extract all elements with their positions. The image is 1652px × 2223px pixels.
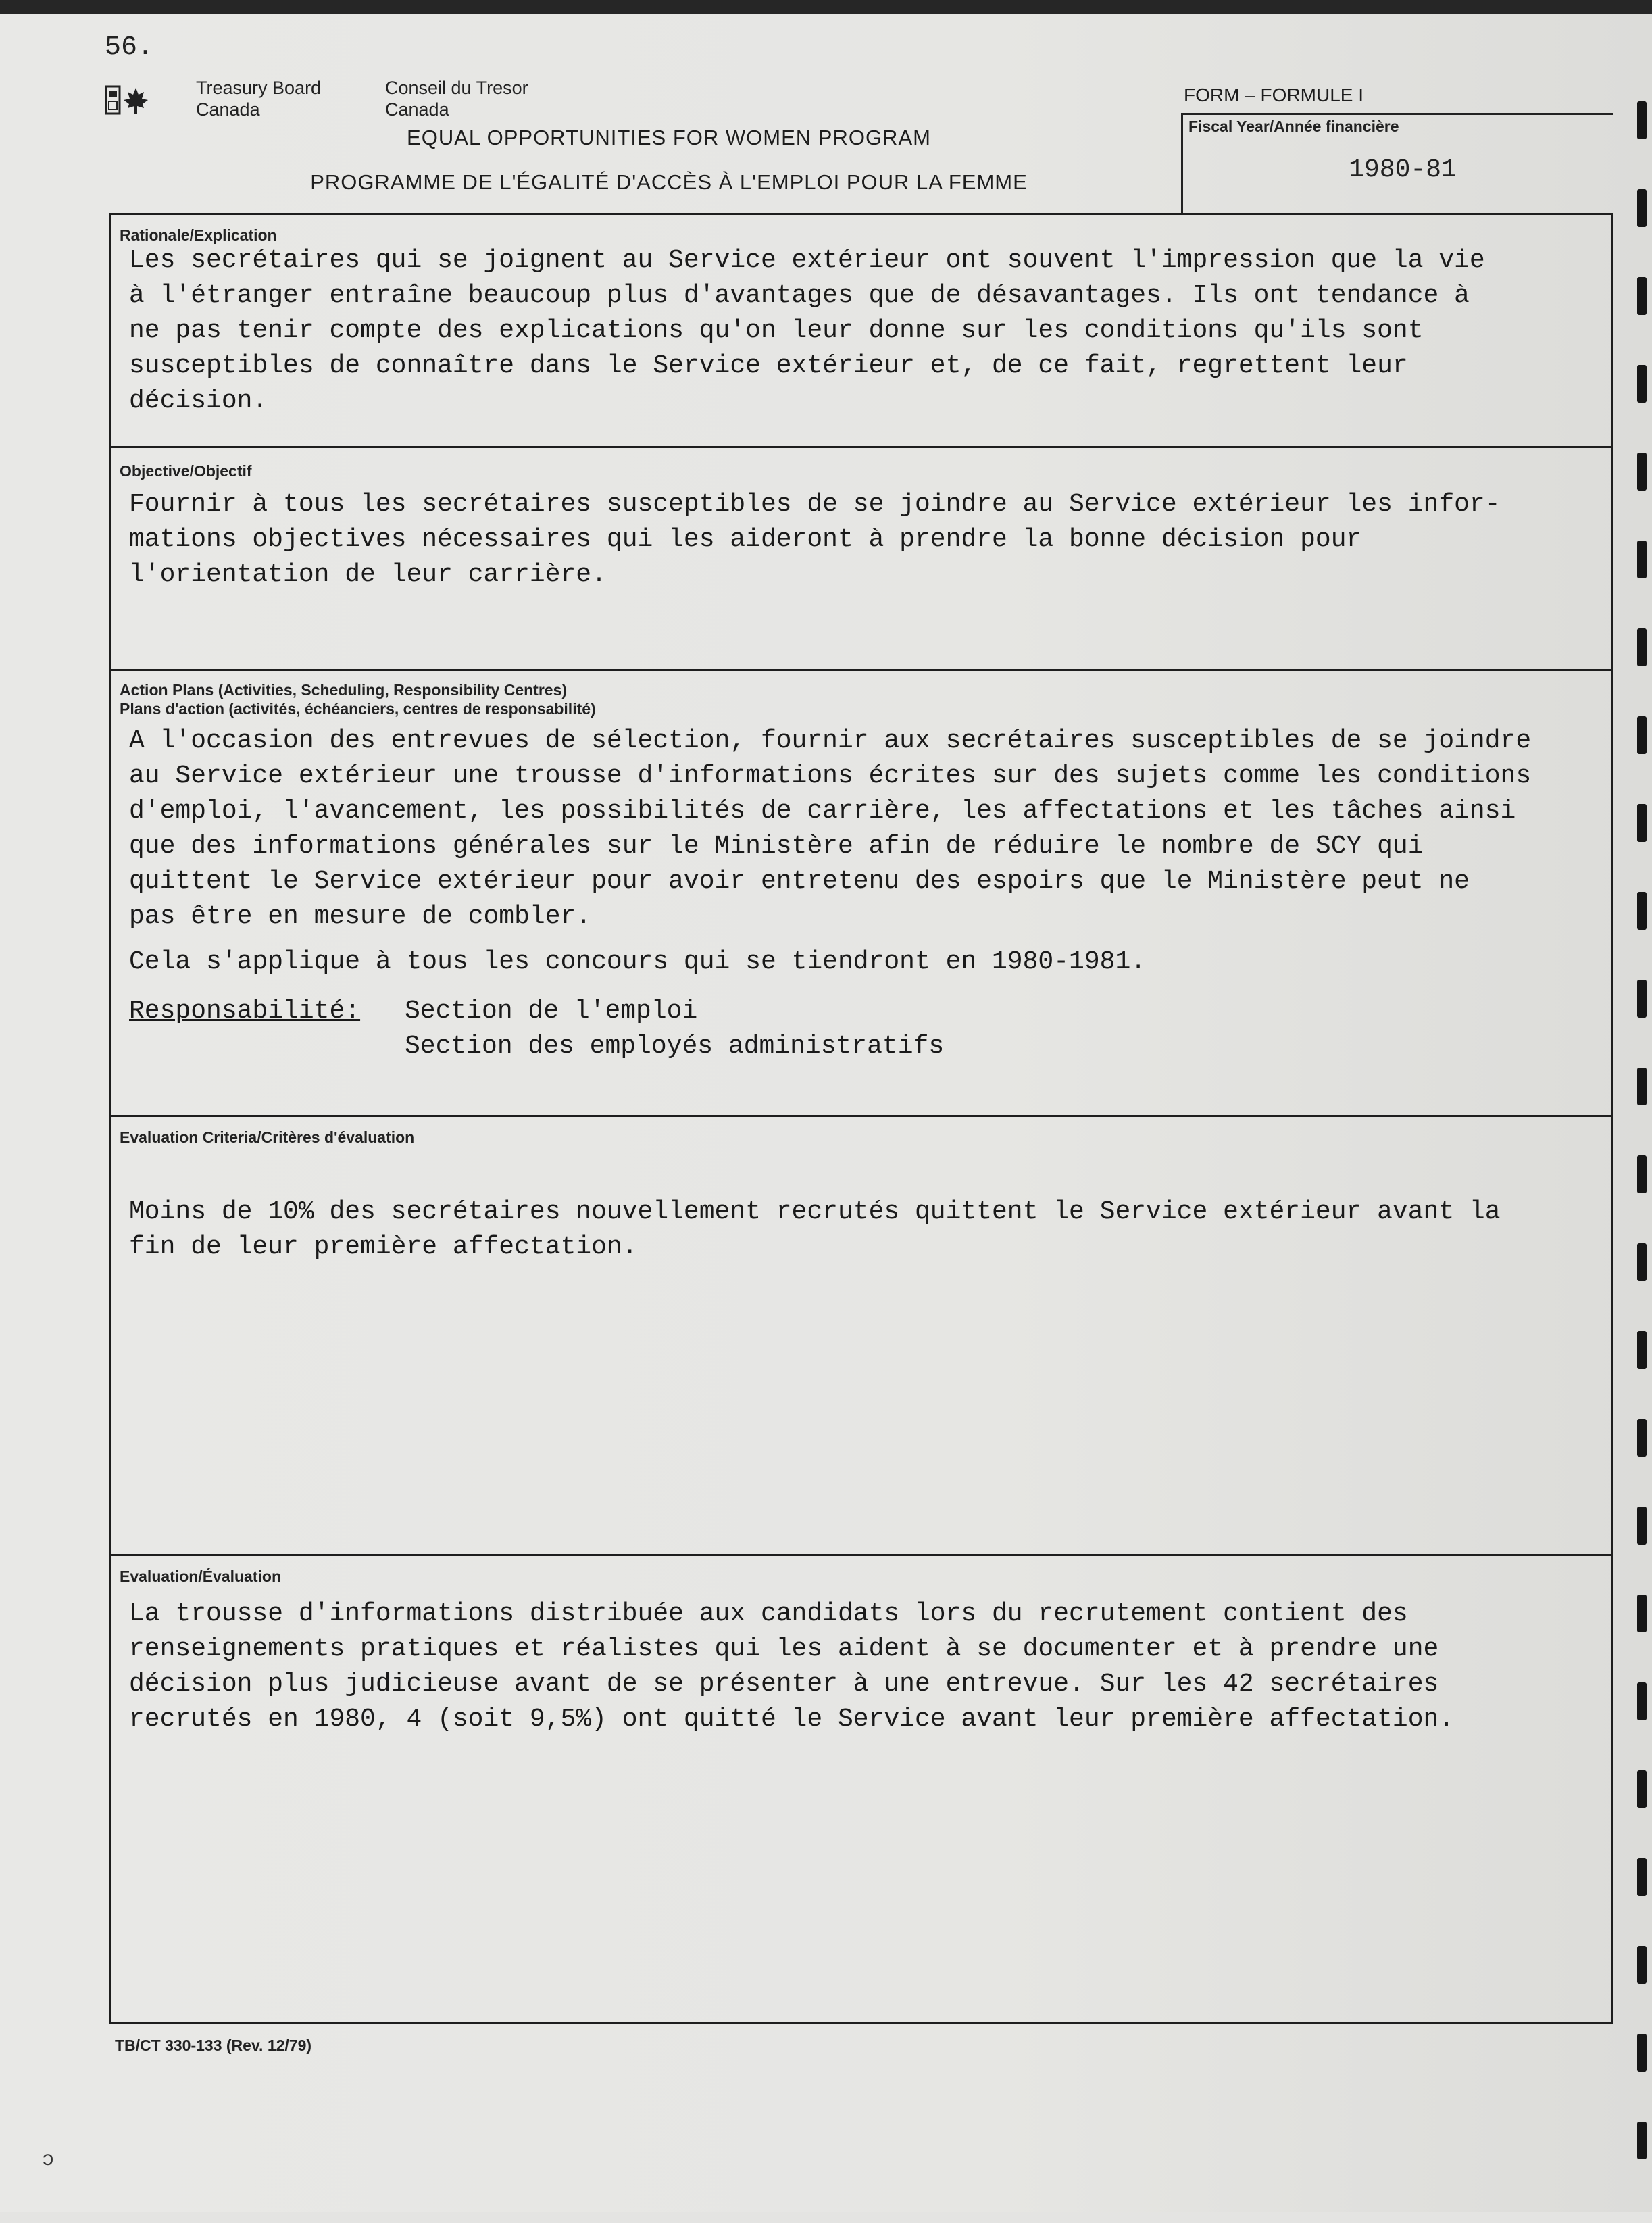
margin-mark: ɔ: [42, 2149, 55, 2172]
action-plans-note: Cela s'applique à tous les concours qui se tiendront en 1980-1981.: [129, 947, 1147, 976]
program-title-english: EQUAL OPPORTUNITIES FOR WOMEN PROGRAM: [407, 126, 931, 149]
canada-flag-wordmark-icon: [105, 84, 152, 116]
evaluation-text: La trousse d'informations distribuée aux candidats lors du recrutement contient des renseignements pratiques et réalistes qui les aident à se documenter et à prendre une décision plus judicieuse avant de se présenter à une entrevue. Sur les 42 secrétaires recrutés en 1980, 4 (soit 9,5%) ont quitté le Service avant leur première affectation.: [129, 1599, 1455, 1734]
action-plans-text: A l'occasion des entrevues de sélection, fournir aux secrétaires susceptibles de se joindre au Service extérieur une trousse d'informations écrites sur des sujets comme les conditions d'emploi, l'avancement, les possibilités de carrière, les affectations et les tâches ainsi que des informations générales sur le Ministère afin de réduire le nombre de SCY qui quittent le Service extérieur pour avoir entretenu des espoirs que le Ministère peut ne pas être en mesure de combler.: [129, 726, 1532, 931]
evaluation-criteria-label: Evaluation Criteria/Critères d'évaluation: [120, 1128, 415, 1146]
org-french-country: Canada: [385, 99, 449, 120]
responsibility-centre-1: Section de l'emploi: [405, 997, 698, 1026]
org-french-name: Conseil du Tresor: [385, 78, 528, 98]
document-page: [0, 14, 1652, 2212]
fiscal-year-label: Fiscal Year/Année financière: [1188, 118, 1399, 135]
rationale-label: Rationale/Explication: [120, 226, 277, 244]
rationale-section: [111, 215, 1611, 448]
evaluation-label: Evaluation/Évaluation: [120, 1568, 281, 1585]
form-number: TB/CT 330-133 (Rev. 12/79): [115, 2037, 312, 2054]
evaluation-criteria-section: [111, 1117, 1611, 1556]
program-title-french: PROGRAMME DE L'ÉGALITÉ D'ACCÈS À L'EMPLOI POUR LA FEMME: [310, 170, 1028, 194]
objective-text: Fournir à tous les secrétaires susceptibles de se joindre au Service extérieur les infor- mations objectives nécessaires qui les aideront à prendre la bonne décision pour l'orientation de leur carrière.: [129, 490, 1501, 589]
objective-label: Objective/Objectif: [120, 462, 252, 480]
action-plans-section: [111, 671, 1611, 1117]
spiral-binding: [1632, 88, 1652, 2223]
org-english-name: Treasury Board: [196, 78, 322, 98]
org-french: [385, 77, 528, 120]
responsibility-label: Responsabilité:: [129, 997, 361, 1026]
objective-section: [111, 448, 1611, 671]
rationale-text: Les secrétaires qui se joignent au Service extérieur ont souvent l'impression que la vie à l'étranger entraîne beaucoup plus d'avantages que de désavantages. Ils ont tendance à ne pas tenir compte des explications qu'on leur donne sur les conditions qu'ils sont susceptibles de connaître dans le Service extérieur et, de ce fait, regrettent leur décision.: [129, 246, 1485, 416]
scan-top-edge: [0, 0, 1652, 14]
fiscal-year-box: [1181, 113, 1613, 214]
form-body: [109, 213, 1613, 2024]
fiscal-year-value: 1980-81: [1349, 155, 1457, 184]
page-number: 56.: [105, 32, 154, 63]
responsibility-centre-2: Section des employés administratifs: [405, 1032, 945, 1061]
evaluation-criteria-text: Moins de 10% des secrétaires nouvellement recrutés quittent le Service extérieur avant la fin de leur première affectation.: [129, 1197, 1501, 1262]
responsibility-block: [129, 994, 945, 1061]
evaluation-section: [111, 1556, 1611, 2022]
org-english-country: Canada: [196, 99, 260, 120]
org-english: [196, 77, 321, 120]
action-plans-label-french: Plans d'action (activités, échéanciers, centres de responsabilité): [120, 700, 596, 718]
action-plans-label-english: Action Plans (Activities, Scheduling, Responsibility Centres): [120, 681, 568, 699]
form-label: FORM – FORMULE I: [1184, 84, 1364, 105]
